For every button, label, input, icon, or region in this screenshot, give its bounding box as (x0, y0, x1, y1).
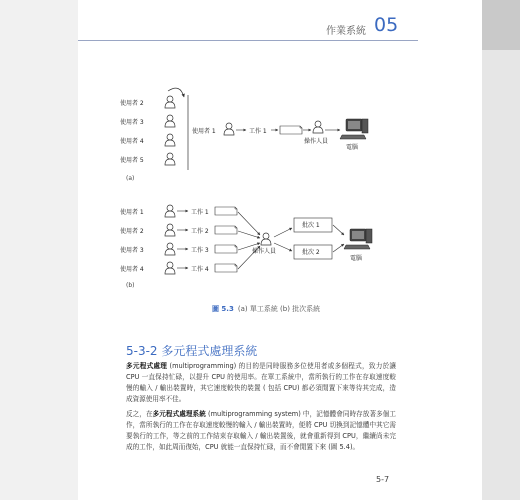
job-document (280, 126, 302, 134)
figure-caption-number: 圖 5.3 (212, 305, 234, 313)
paragraph-2-term: 多元程式處理系統 (152, 410, 206, 418)
chapter-number: 05 (374, 14, 399, 36)
svg-text:使用者 4: 使用者 4 (120, 138, 144, 145)
job-label: 工作 1 (249, 128, 267, 135)
b-computer-label: 電腦 (350, 255, 363, 262)
b-user-row-1 (120, 205, 237, 217)
paragraph-1-body: (multiprogramming) 的目的是同時服務多位使用者或多個程式，致力於讓 CPU 一直保持忙碌，以提升 CPU 的使用率。在單工系統中，當所執行的工作在存取速度較慢的輸入 / 輸出裝置時，其它速度較快的裝置 ( 包括 CPU) 都必須閒置下來等待其完成，造成資源使用率不佳。 (126, 362, 397, 403)
svg-text:使用者 2: 使用者 2 (120, 100, 144, 107)
b-user-row-2 (120, 224, 237, 236)
user-node-3 (120, 115, 175, 127)
svg-text:使用者 2: 使用者 2 (120, 228, 144, 235)
left-margin (0, 0, 78, 500)
svg-text:批次 2: 批次 2 (302, 249, 320, 256)
b-user-row-3 (120, 243, 237, 255)
right-thumb-tab-top (482, 0, 520, 50)
paragraph-2-lead: 反之，在 (126, 410, 153, 418)
svg-text:工作 4: 工作 4 (191, 266, 209, 273)
figure-b-label: (b) (126, 282, 135, 289)
svg-text:使用者 5: 使用者 5 (120, 157, 144, 164)
svg-text:工作 1: 工作 1 (191, 209, 209, 216)
svg-text:使用者 1: 使用者 1 (192, 128, 216, 135)
user-node-5 (120, 153, 175, 165)
b-computer-icon (344, 229, 372, 249)
b-user-row-4 (120, 262, 237, 274)
svg-text:使用者 3: 使用者 3 (120, 119, 144, 126)
computer-icon (340, 119, 368, 139)
user-node-4 (120, 134, 175, 146)
svg-text:使用者 4: 使用者 4 (120, 266, 144, 273)
svg-text:使用者 1: 使用者 1 (120, 209, 144, 216)
diagram-a (120, 88, 368, 170)
batch-2 (294, 245, 332, 259)
diagram-b (120, 205, 372, 274)
header-rule (78, 40, 418, 41)
paragraph-1 (126, 361, 396, 405)
rotation-arrow (168, 88, 184, 97)
svg-text:批次 1: 批次 1 (302, 222, 320, 229)
user-node-2 (120, 96, 175, 108)
operator-label: 操作人員 (304, 138, 329, 145)
figure-diagram (118, 75, 408, 290)
svg-text:工作 2: 工作 2 (191, 228, 209, 235)
page-number: 5-7 (376, 475, 390, 484)
b-operator-person-icon (261, 233, 271, 245)
b-operator-label: 操作人員 (252, 248, 277, 255)
section-title: 5-3-2 多元程式處理系統 (126, 344, 258, 358)
active-user-node (192, 123, 234, 135)
chapter-title: 作業系統 (326, 26, 366, 37)
paragraph-2 (126, 409, 396, 453)
svg-text:工作 3: 工作 3 (191, 247, 209, 254)
svg-text:使用者 3: 使用者 3 (120, 247, 144, 254)
batch-1 (294, 218, 332, 232)
right-thumb-tab (482, 0, 520, 500)
computer-label: 電腦 (346, 144, 359, 151)
figure-caption-text: (a) 單工系統 (b) 批次系統 (237, 305, 321, 313)
operator-person-icon (313, 121, 323, 133)
figure-a-label: (a) (126, 175, 135, 182)
paragraph-1-term: 多元程式處理 (126, 362, 168, 370)
paragraph-2-body: (multiprogramming system) 中，記憶體會同時存放著多個工作，當所執行的工作在存取速度較慢的輸入 / 輸出裝置時，便將 CPU 切換到記憶體中其它需要執行的工作，等之前的工作結束存取輸入 / 輸出裝置後，就會重新得到 CPU，繼續尚未完成的工作，如此周而復始，CPU 就能一直保持忙碌，而不會閒置下來 (圖 5.4)。 (126, 410, 397, 451)
figure-caption (212, 304, 320, 314)
